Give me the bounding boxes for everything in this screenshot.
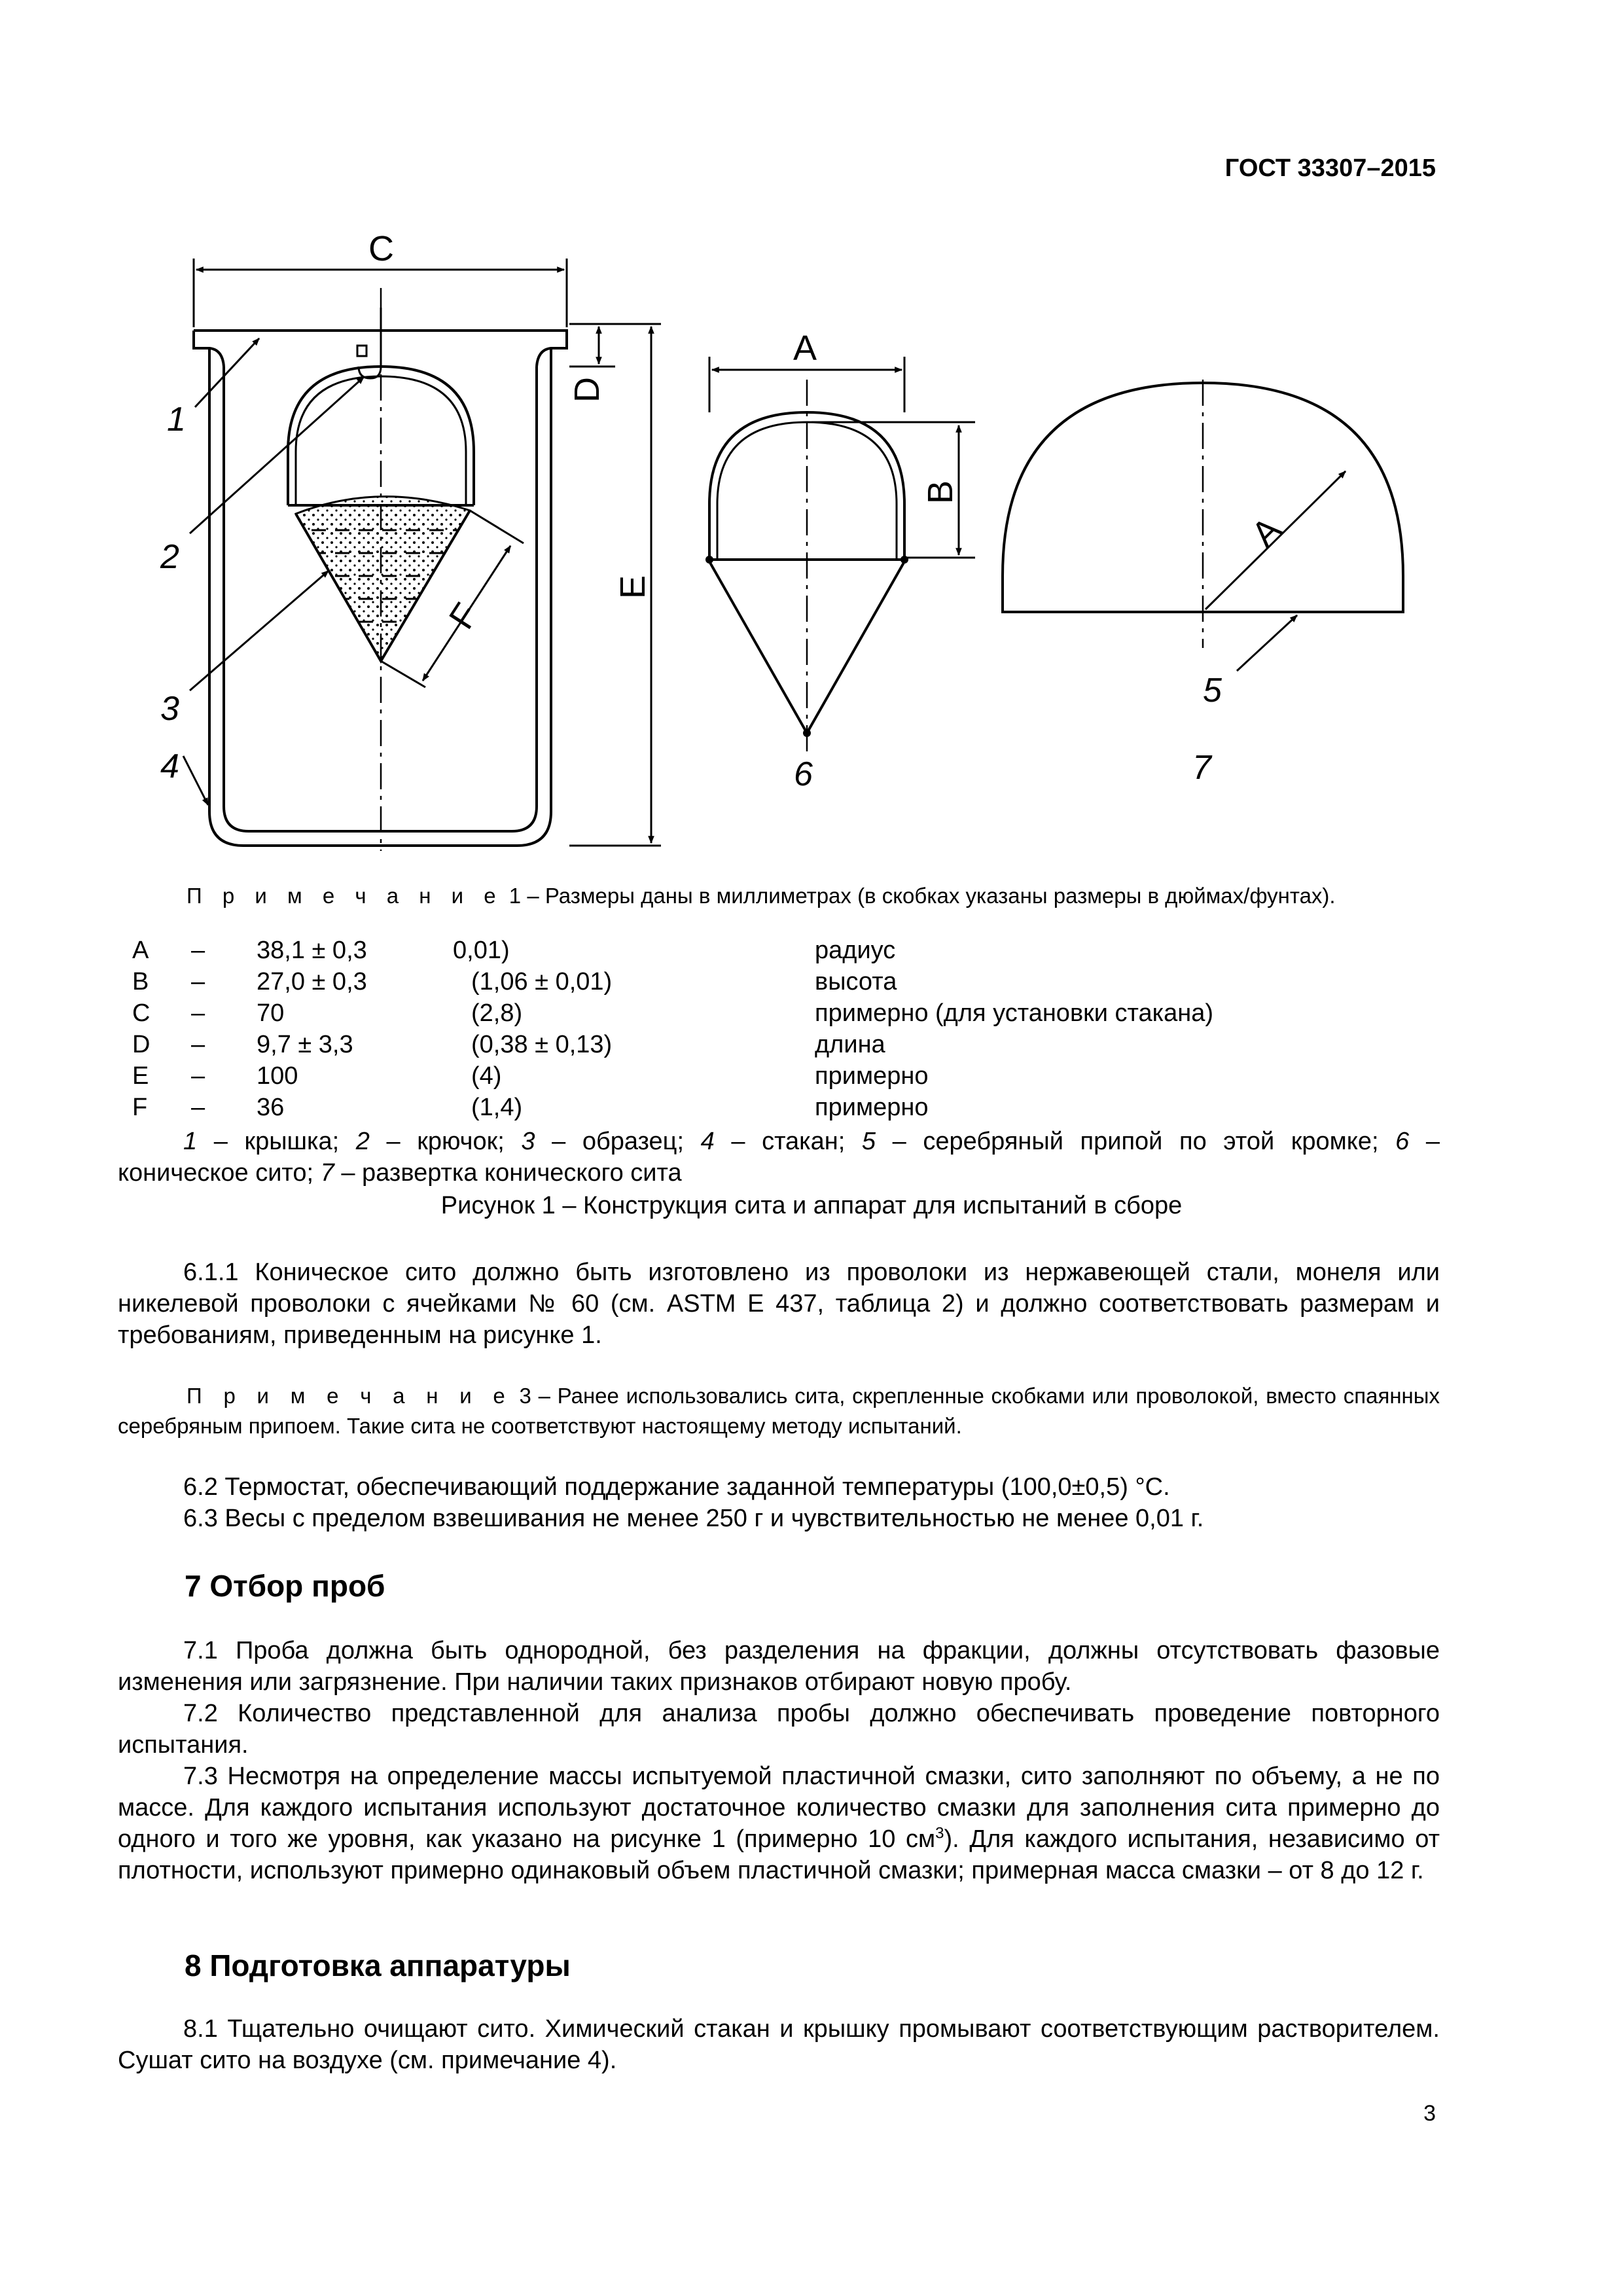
dim-label-a-radius: A: [1244, 509, 1289, 554]
dim-letter: A: [132, 937, 149, 964]
paragraph-7-3-part-a: 7.3 Несмотря на определение массы испытуемой пластичной смазки, сито заполняют по объему, а не по массе. Для каждого испытания используют достаточное количество смазки для заполнения сита примерно до одного и того же уровня, как указано на рисунке 1 (примерно 10 см: [118, 1763, 1440, 1853]
paragraph-7-2: 7.2 Количество представленной для анализа пробы должно обеспечивать проведение повторного испытания.: [118, 1700, 1440, 1759]
dim-inch: (4): [471, 1062, 502, 1090]
legend-text: –: [1409, 1128, 1440, 1155]
dim-desc: примерно (для установки стакана): [815, 999, 1214, 1027]
dim-mm: 38,1 ± 0,3: [257, 937, 367, 964]
dim-letter: F: [132, 1094, 148, 1121]
note-1: [187, 884, 1336, 908]
dim-inch: (1,06 ± 0,01): [471, 968, 613, 996]
dim-mm: 36: [257, 1094, 285, 1121]
legend-text: – крышка;: [197, 1128, 356, 1155]
dim-label-e: E: [613, 575, 652, 599]
dim-mm: 100: [257, 1062, 298, 1090]
page-number: 3: [1423, 2101, 1436, 2126]
dim-inch: (2,8): [471, 999, 523, 1027]
legend-text: – серебряный припой по этой кромке;: [876, 1128, 1396, 1155]
dim-desc: примерно: [815, 1094, 929, 1121]
legend-num: 3: [521, 1128, 535, 1155]
section-8-heading: 8 Подготовка аппаратуры: [185, 1948, 571, 1982]
table-row: [119, 966, 1213, 997]
dim-desc: высота: [815, 968, 897, 996]
note-1-text: 1 – Размеры даны в миллиметрах (в скобках указаны размеры в дюймах/фунтах).: [503, 884, 1336, 908]
dim-inch: (0,38 ± 0,13): [471, 1031, 613, 1058]
dim-dash: –: [191, 1031, 205, 1058]
callout-6: 6: [794, 755, 813, 793]
section-7-heading: 7 Отбор проб: [185, 1569, 385, 1603]
dim-desc: радиус: [815, 937, 896, 964]
dim-mm: 70: [257, 999, 285, 1027]
note-1-prefix: П р и м е ч а н и е: [187, 884, 503, 908]
paragraph-6-1-1: 6.1.1 Коническое сито должно быть изготовлено из проволоки из нержавеющей стали, монеля или никелевой проволоки с ячейками № 60 (см. ASTM E 437, таблица 2) и должно соответствовать размерам и требованиям, приведенным на рисунке 1.: [118, 1259, 1440, 1349]
dim-dash: –: [191, 968, 205, 996]
callout-1: 1: [167, 401, 186, 439]
dim-mm: 9,7 ± 3,3: [257, 1031, 353, 1058]
dim-dash: –: [191, 999, 205, 1027]
table-row: [119, 935, 1213, 966]
note-3-text: 3 – Ранее использовались сита, скрепленные скобками или проволокой, вместо спаянных серебряным припоем. Такие сита не соответствуют настоящему методу испытаний.: [118, 1384, 1440, 1438]
legend-num: 6: [1395, 1128, 1410, 1155]
dim-dash: –: [191, 937, 205, 964]
dim-desc: примерно: [815, 1062, 929, 1090]
table-row: [119, 997, 1213, 1029]
legend-text: – стакан;: [714, 1128, 862, 1155]
figure-caption: Рисунок 1 – Конструкция сита и аппарат для испытаний в сборе: [440, 1192, 1183, 1219]
legend-text: коническое сито;: [118, 1159, 321, 1187]
paragraph-6-3: 6.3 Весы с пределом взвешивания не менее 250 г и чувствительностью не менее 0,01 г.: [183, 1505, 1204, 1532]
dim-letter: E: [132, 1062, 149, 1090]
paragraph-8-1: 8.1 Тщательно очищают сито. Химический стакан и крышку промывают соответствующим растворителем. Сушат сито на воздухе (см. примечание 4).: [118, 2015, 1440, 2074]
dim-letter: D: [132, 1031, 151, 1058]
dim-letter: C: [132, 999, 151, 1027]
callout-3: 3: [160, 690, 179, 728]
paragraph-7-3: [118, 1761, 1440, 1886]
legend-num: 1: [183, 1128, 198, 1155]
dim-label-a-cone: A: [793, 329, 817, 368]
document-header: ГОСТ 33307–2015: [1224, 154, 1436, 182]
dim-inch: (1,4): [471, 1094, 523, 1121]
dim-dash: –: [191, 1094, 205, 1121]
dim-mm: 27,0 ± 0,3: [257, 968, 367, 996]
table-row: [119, 1029, 1213, 1060]
paragraph-7-1: 7.1 Проба должна быть однородной, без разделения на фракции, должны отсутствовать фазовые изменения или загрязнение. При наличии таких признаков отбирают новую пробу.: [118, 1637, 1440, 1696]
callout-5: 5: [1203, 672, 1222, 709]
paragraph-6-2: 6.2 Термостат, обеспечивающий поддержание заданной температуры (100,0±0,5) °С.: [183, 1473, 1170, 1501]
dim-desc: длина: [815, 1031, 885, 1058]
table-row: [119, 1060, 1213, 1092]
legend-text: – крючок;: [369, 1128, 522, 1155]
legend-text: – образец;: [535, 1128, 701, 1155]
paragraph-7-3-part-b: ). Для каждого испытания, независимо от плотности, используют примерно одинаковый объем пластичной смазки; примерная масса смазки – от 8 до 12 г.: [118, 1825, 1440, 1884]
dim-letter: B: [132, 968, 149, 996]
superscript: 3: [935, 1824, 944, 1842]
legend-text: – развертка конического сита: [334, 1159, 682, 1187]
callout-7: 7: [1192, 749, 1211, 787]
dimensions-table: [119, 935, 1213, 1123]
figure-legend-line-2: [118, 1157, 1440, 1189]
note-3-prefix: П р и м е ч а н и е: [187, 1384, 512, 1408]
legend-num: 7: [320, 1159, 334, 1187]
dim-label-c: C: [368, 229, 394, 268]
figure-1-drawing: [0, 0, 1623, 890]
dim-label-b: B: [921, 480, 960, 504]
legend-num: 4: [700, 1128, 715, 1155]
legend-num: 2: [355, 1128, 370, 1155]
table-row: [119, 1092, 1213, 1123]
dim-label-f: F: [441, 596, 487, 636]
dim-label-d: D: [567, 377, 607, 403]
figure-legend-line-1: [118, 1126, 1440, 1157]
legend-num: 5: [861, 1128, 876, 1155]
sample-fill: [296, 497, 470, 661]
callout-4: 4: [160, 747, 179, 785]
dim-inch: 0,01): [453, 937, 510, 964]
dim-dash: –: [191, 1062, 205, 1090]
callout-2: 2: [160, 538, 179, 576]
note-3: [118, 1381, 1440, 1441]
